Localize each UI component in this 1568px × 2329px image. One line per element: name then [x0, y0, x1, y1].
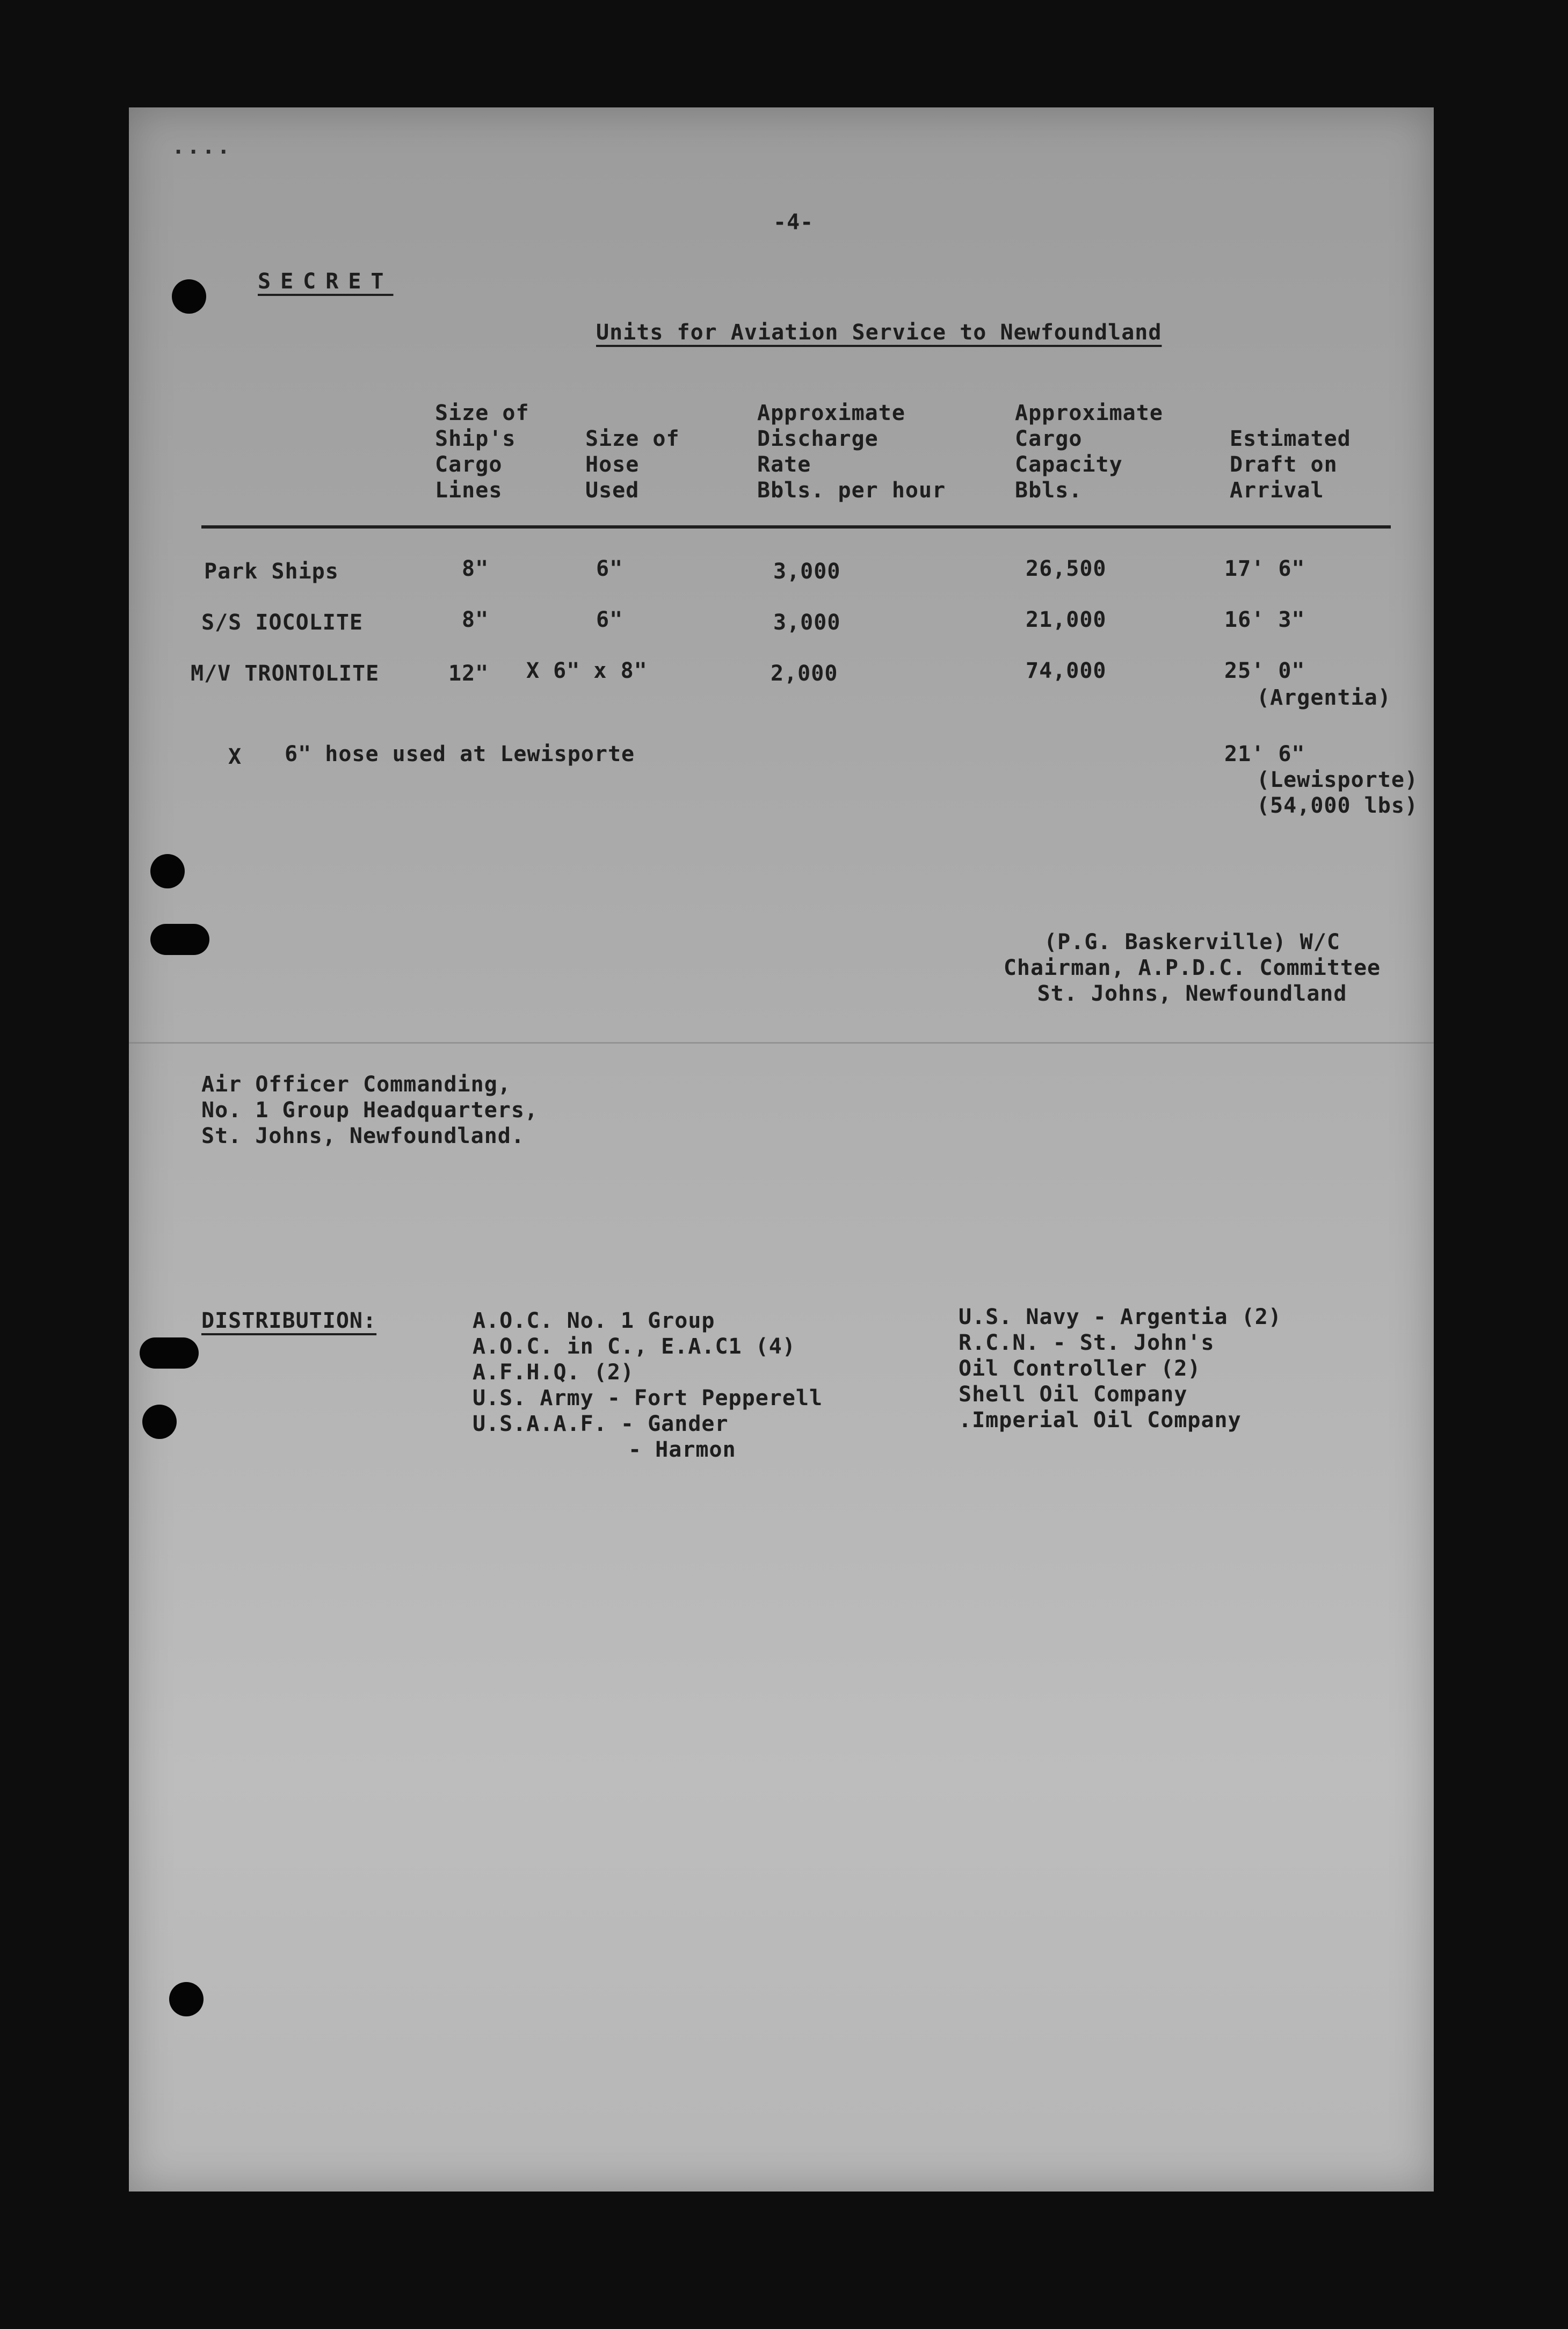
signature-title: Chairman, A.P.D.C. Committee: [1003, 956, 1381, 980]
distribution-item: A.O.C. No. 1 Group: [473, 1308, 715, 1333]
vessel-name: M/V TRONTOLITE: [191, 661, 380, 686]
column-header-draft: Estimated Draft on Arrival: [1230, 426, 1351, 503]
distribution-item: U.S. Army - Fort Pepperell: [473, 1386, 823, 1411]
hose-value: 6": [596, 607, 623, 632]
addressee-line: St. Johns, Newfoundland.: [201, 1124, 525, 1148]
punch-hole: [169, 1982, 204, 2016]
punch-hole: [140, 1337, 199, 1369]
footnote-marker: X: [228, 744, 242, 769]
capacity-value: 74,000: [1026, 659, 1107, 683]
table-header-rule: [201, 525, 1391, 529]
cargo-lines-value: 12": [448, 661, 489, 686]
column-header-hose: Size of Hose Used: [585, 426, 680, 503]
distribution-item: Shell Oil Company: [959, 1382, 1188, 1407]
distribution-item: - Harmon: [628, 1437, 736, 1462]
hose-value: X 6" x 8": [526, 659, 648, 683]
hose-value: 6": [596, 556, 623, 581]
rate-value: 3,000: [773, 559, 841, 584]
punch-hole: [142, 1405, 177, 1439]
page-number: -4-: [773, 210, 814, 235]
distribution-item: Oil Controller (2): [959, 1356, 1201, 1381]
document-title: Units for Aviation Service to Newfoundland: [596, 320, 1162, 345]
draft-note: (Argentia): [1257, 685, 1391, 710]
distribution-item: U.S. Navy - Argentia (2): [959, 1305, 1282, 1329]
footnote-note-lewisporte: (Lewisporte): [1257, 768, 1418, 792]
distribution-list-right: [959, 1304, 1282, 1433]
fold-line: [129, 1042, 1434, 1044]
vessel-name: Park Ships: [204, 559, 339, 584]
addressee-line: Air Officer Commanding,: [201, 1072, 511, 1097]
distribution-item: .Imperial Oil Company: [959, 1408, 1242, 1433]
column-header-cargo-capacity: Approximate Cargo Capacity Bbls.: [1015, 401, 1163, 503]
footnote-note-weight: (54,000 lbs): [1257, 793, 1418, 818]
addressee-line: No. 1 Group Headquarters,: [201, 1098, 539, 1123]
addressee-block: [201, 1072, 538, 1149]
column-header-discharge-rate: Approximate Discharge Rate Bbls. per hour: [757, 401, 946, 503]
cargo-lines-value: 8": [462, 556, 489, 581]
punch-hole: [172, 279, 206, 314]
signature-location: St. Johns, Newfoundland: [1037, 981, 1347, 1006]
vessel-name: S/S IOCOLITE: [201, 610, 363, 635]
corner-mark: ....: [172, 134, 233, 159]
distribution-item: R.C.N. - St. John's: [959, 1330, 1215, 1355]
capacity-value: 21,000: [1026, 607, 1107, 632]
draft-value: 16' 3": [1224, 607, 1305, 632]
punch-hole: [150, 854, 185, 888]
footnote-draft: 21' 6": [1224, 742, 1305, 766]
document-page: [129, 107, 1434, 2191]
distribution-label: DISTRIBUTION:: [201, 1308, 377, 1333]
distribution-item: A.O.C. in C., E.A.C1 (4): [473, 1334, 796, 1359]
column-header-cargo-lines: Size of Ship's Cargo Lines: [435, 401, 529, 503]
signature-block: [988, 929, 1396, 1007]
rate-value: 2,000: [771, 661, 838, 686]
draft-value: 25' 0": [1224, 659, 1305, 683]
classification-label: SECRET: [258, 269, 394, 294]
cargo-lines-value: 8": [462, 607, 489, 632]
distribution-item: A.F.H.Q. (2): [473, 1360, 634, 1385]
distribution-item: U.S.A.A.F. - Gander: [473, 1412, 729, 1436]
signature-name: (P.G. Baskerville) W/C: [1044, 930, 1340, 954]
distribution-list-left: [473, 1308, 823, 1463]
punch-hole: [150, 924, 209, 955]
rate-value: 3,000: [773, 610, 841, 635]
footnote-text: 6" hose used at Lewisporte: [285, 742, 635, 766]
draft-value: 17' 6": [1224, 556, 1305, 581]
capacity-value: 26,500: [1026, 556, 1107, 581]
